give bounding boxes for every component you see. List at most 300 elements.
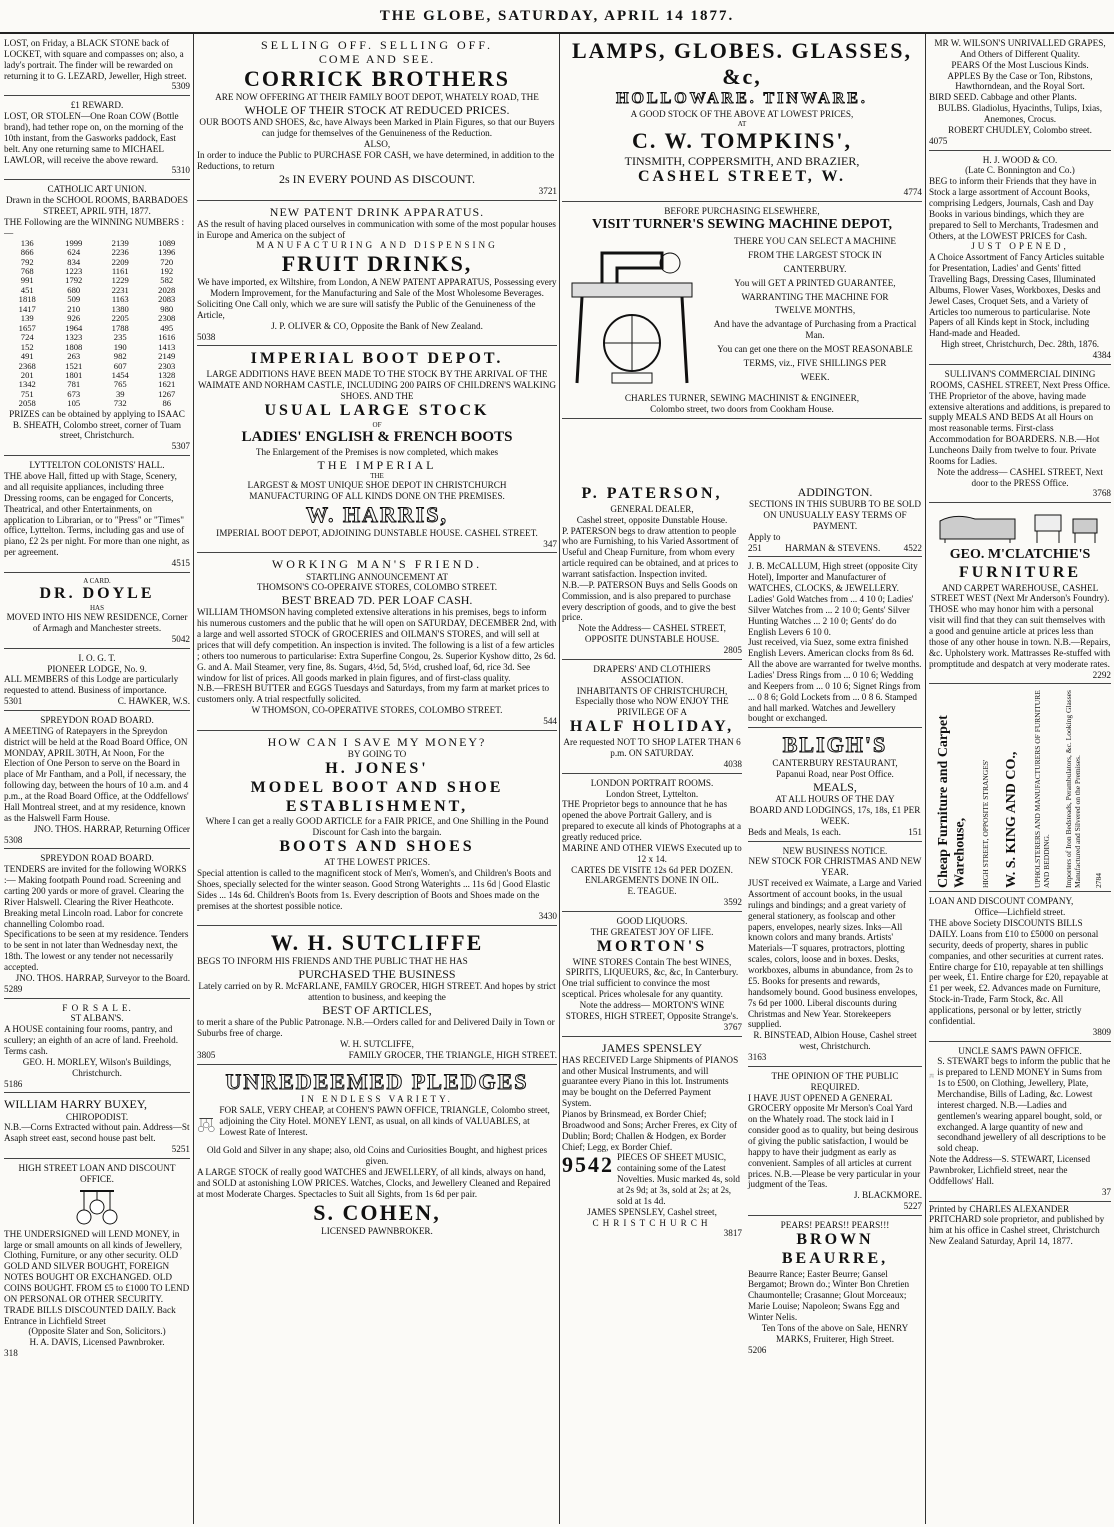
column-rule — [559, 34, 560, 1524]
ad-h-jones — [197, 733, 557, 926]
ad-label: A CARD. — [83, 576, 111, 585]
ad-colonists-hall — [4, 458, 190, 573]
ad-body: Ladies' Gold Watches from ... 4 10 0; Ladies' Silver Watches from ... 2 10 0; Gents' Silver Hunting Watches ... 2 10 0; Gents' do do English Levers 6 10 0. — [748, 594, 914, 637]
winning-number: 1792 — [65, 275, 83, 286]
ad-ref: 151 — [908, 826, 922, 837]
ad-body: INHABITANTS OF CHRISTCHURCH, Especially those who NOW ENJOY THE PRIVILEGE OF A — [575, 685, 729, 718]
ad-chiropodist — [4, 1095, 190, 1159]
ad-title: IMPERIAL BOOT DEPOT. — [250, 350, 504, 368]
ad-body: Beaurre Rance; Easter Beurre; Gansel Bergamot; Brown do.; Winter Bon Chretien Chaumontelle; Crasanne; Glout Morceaux; Marie Louise; Napoleon; Swans Egg and Winter Nelis. — [748, 1268, 910, 1323]
ad-sub: MANUFACTURING AND DISPENSING — [256, 240, 498, 251]
column-2 — [197, 36, 557, 1524]
winning-number: 509 — [67, 294, 81, 305]
ad-name: MORTON'S — [596, 937, 708, 955]
ad-headline: 2s IN EVERY POUND AS DISCOUNT. — [278, 171, 475, 186]
ad-body: FOR SALE, VERY CHEAP, at COHEN'S PAWN OFFICE, TRIANGLE, Colombo street, adjoining the City Hotel. MONEY LENT, as usual, on all kinds of VALUABLES, at Lowest Rate of Interest. — [219, 1105, 550, 1138]
winning-number: 724 — [20, 332, 34, 343]
sewing-line: WEEK. — [800, 371, 830, 382]
ad-sullivans — [929, 367, 1111, 503]
ad-title: Cheap Furniture and Carpet Warehouse, — [935, 715, 968, 889]
ad-body: AND CARPET WAREHOUSE, CASHEL STREET WEST (Next Mr Anderson's Foundry). — [930, 582, 1110, 604]
winning-number: 210 — [67, 303, 81, 314]
column-3 — [562, 36, 922, 1524]
ad-headline: BROWN BEAURRE, — [781, 1230, 889, 1267]
ad-title: JAMES SPENSLEY — [601, 1040, 703, 1055]
winning-number: 1328 — [158, 369, 176, 380]
ad-body: UPHOLSTERERS AND MANUFACTURERS OF FURNITURE AND BEDDING. — [1032, 690, 1051, 889]
ad-ref: 3768 — [1092, 488, 1111, 499]
ad-loan-discount — [929, 894, 1111, 1041]
ad-name: W. S. KING AND CO., — [1003, 751, 1019, 889]
winning-number: 136 — [20, 237, 34, 248]
ad-headline: FRUIT DRINKS, — [281, 251, 473, 277]
column-3-left — [562, 483, 742, 1244]
ad-sub: HOLLOWARE. TINWARE. — [616, 89, 868, 107]
ad-title: WILLIAM HARRY BUXEY, — [4, 1097, 147, 1112]
winning-number: 139 — [20, 313, 34, 324]
ad-body: ENLARGEMENTS DONE IN OIL. — [585, 875, 719, 886]
sewing-line: And have the advantage of Purchasing from a Practical Man. — [713, 319, 917, 341]
ad-ref: 3430 — [538, 911, 557, 922]
ad-body: TENDERS are invited for the following WORKS :— Making footpath Pound road. Screening and carting 200 yards or more of gravel. Clearing the River Halswell. Clearing the River Heathcote. Breaking metal Lincoln road. Labor for concrete channelling Colombo road. — [4, 864, 187, 929]
ad-headline: PURCHASED THE BUSINESS — [298, 967, 456, 982]
ad-ref: 4384 — [1092, 350, 1111, 361]
ad-title: NEW BUSINESS NOTICE. — [782, 845, 888, 856]
winning-number: 451 — [20, 284, 34, 295]
ad-ref: 2784 — [1094, 873, 1104, 889]
ad-title: I. O. G. T. — [78, 652, 116, 663]
ad-corrick-brothers — [197, 36, 557, 201]
winning-number: 982 — [113, 351, 127, 362]
ad-body: Are requested NOT TO SHOP LATER THAN 6 p.m. ON SATURDAY. — [563, 737, 741, 758]
ad-ref: 4515 — [171, 557, 190, 568]
ad-role: LICENSED PAWNBROKER. — [321, 1225, 433, 1236]
winning-number: 720 — [160, 256, 174, 267]
ad-headline: BEST OF ARTICLES, — [322, 1002, 432, 1017]
ad-ref: 3592 — [723, 897, 742, 908]
ad-apply: Apply to — [748, 531, 781, 542]
ad-title: DR. DOYLE — [39, 585, 155, 603]
ad-title: LYTTELTON COLONISTS' HALL. — [29, 460, 165, 471]
ad-footer: Ten Tons of the above on Sale, HENRY MARKS, Fruiterer, High Street. — [761, 1322, 909, 1344]
ad-body: P. PATERSON begs to draw attention to people who are Furnishing, to his Varied Assortment of Useful and Cheap Furniture, from whom every article required can be obtained, and at prices to warrant satisfaction. Inspection invited. — [562, 525, 739, 580]
ad-body: LOST, OR STOLEN—One Roan COW (Bottle brand), had tether rope on, on the morning of the 10th instant, from the Gasworks paddock, East belt. Any one returning same to MICHAEL LAWLOR, will receive the above reward. — [4, 111, 184, 165]
ad-body: BIRD SEED. Cabbage and other Plants. — [929, 92, 1077, 103]
winning-number: 991 — [20, 275, 34, 286]
ad-name: C. W. TOMPKINS', — [631, 127, 853, 153]
ad-body: We have imported, ex Wiltshire, from London, A NEW PATENT APPARATUS, Possessing every Modern Improvement, for the Manufacturing and Sale of the Most Wholesome Beverages. — [197, 277, 557, 299]
ad-sub: PIONEER LODGE, No. 9. — [47, 663, 147, 674]
ad-body: S. STEWART begs to inform the public that he is prepared to LEND MONEY in Sums from 1s to £500, on Clothing, Jewellery, Plate, Merchandise, Bills of Lading, &c. Lowest interest charged. N.B.—Ladies and gentlemen's wearing apparel bought, sold, or exchanged. A large quantity of new and secondhand jewellery of all descriptions to be sold cheap. — [937, 1056, 1111, 1154]
ad-addr: Papanui Road, near Post Office. — [776, 769, 894, 780]
ad-sub: COME AND SEE. — [318, 52, 436, 67]
ad-body: WILLIAM THOMSON having completed extensive alterations in his premises, begs to inform his numerous customers and the public that he will open on SATURDAY, DECEMBER 2nd, with a large and well assorted STOCK of GROCERIES and OILMAN'S STORES, and will sell at prices that will defy competition. An inspection is invited. The following is a list of a few articles ; others too numerous to particularise: Extra Superfine Congou, 2s. Superior Kyshow ditto, 2s 6d. G. and A. Mail Steamer, very fine, 8s. Sugars, 4½d, 5d, 5½d, crushed loaf, 6d, rice 3d. See window for list of prices. All goods marked in plain figures, and of first-class quality. — [197, 607, 557, 683]
winning-number: 1229 — [111, 275, 129, 286]
ad-footer: (Opposite Slater and Son, Solicitors.) — [28, 1326, 166, 1337]
ad-sub: Office—Lichfield street. — [974, 907, 1066, 918]
ad-sign: H. A. DAVIS, Licensed Pawnbroker. — [29, 1337, 165, 1348]
winning-number: 866 — [20, 247, 34, 258]
ad-body: Lately carried on by R. McFARLANE, FAMILY GROCER, HIGH STREET. And hopes by strict attention to business, and keeping the — [198, 981, 556, 1003]
ad-road-board-1 — [4, 713, 190, 849]
winning-number: 1808 — [65, 341, 83, 352]
ad-body: THE Following are the WINNING NUMBERS :— — [4, 216, 184, 238]
ad-ref: 5289 — [4, 983, 23, 994]
ad-body: CARTES DE VISITE 12s 6d PER DOZEN. — [571, 864, 733, 875]
ad-name: H. JONES' — [325, 759, 429, 777]
ad-loan-office — [4, 1161, 190, 1362]
ad-ref: 3767 — [723, 1021, 742, 1032]
winning-number: 768 — [20, 265, 34, 276]
ad-body: AS the result of having placed ourselves in communication with some of the most popular houses in Europe and America on the subject of — [197, 218, 557, 240]
ad-ws-king — [929, 686, 1111, 892]
ad-title: DRAPERS' AND CLOTHIERS ASSOCIATION. — [593, 663, 711, 685]
ad-body: I HAVE JUST OPENED A GENERAL GROCERY opposite Mr Merson's Coal Yard on the Whately road. The stock laid in I consider good as to quality, but being desirous of giving the public satisfaction, I would be happy to have their judgment as early as convenient. Samples of all articles at current prices. N.B.—Please be very particular in your judgment of the Teas. — [748, 1092, 921, 1190]
ad-addr: Note the Address— CASHEL STREET, OPPOSITE DUNSTABLE HOUSE. — [578, 623, 726, 645]
ad-body: SECTIONS IN THIS SUBURB TO BE SOLD ON UNUSUALLY EASY TERMS OF PAYMENT. — [748, 499, 922, 531]
ad-sign: E. TEAGUE. — [627, 886, 677, 897]
winning-number: 190 — [113, 341, 127, 352]
ad-body: AT ALL HOURS OF THE DAY — [775, 794, 895, 805]
ad-ref: 5186 — [4, 1078, 23, 1089]
ad-ref: 37 — [1101, 1186, 1111, 1197]
ad-sub: CHIROPODIST. — [65, 1111, 129, 1122]
ad-ref: 5301 — [4, 696, 23, 707]
winning-number: 1621 — [158, 379, 176, 390]
ad-ref: 5310 — [171, 165, 190, 176]
ad-ref: 3721 — [538, 185, 557, 196]
winning-number: 152 — [20, 341, 34, 352]
ad-ref: 4522 — [903, 542, 922, 553]
winning-number: 2028 — [158, 284, 176, 295]
ad-body: MR W. WILSON'S UNRIVALLED GRAPES, And Others of Different Quality. — [934, 38, 1106, 59]
ad-mccallum — [748, 559, 922, 728]
ad-ref: 251 — [748, 542, 762, 553]
ad-ref: 318 — [4, 1348, 18, 1359]
winning-number: 624 — [67, 247, 81, 258]
ad-ref: 4774 — [903, 186, 922, 197]
sewing-line: You can get one there on the MOST REASONABLE — [717, 343, 913, 354]
ad-headline: MEALS, — [813, 780, 857, 795]
ad-trade: TINSMITH, COPPERSMITH, AND BRAZIER, — [624, 153, 860, 168]
winning-number: 1396 — [158, 247, 176, 258]
ad-body: THOSE who may honor him with a personal visit will find that they can suit themselves with a good and genuine article at prices less than those of any other house in town. N.B.—Repairs, &c. Upholstery work. Mattrasses Re-stuffed with promptitude and despatch at very moderate rates. — [929, 604, 1111, 669]
ad-headline: HALF HOLIDAY, — [569, 718, 735, 736]
winning-number: 834 — [67, 256, 81, 267]
ad-body: OUR BOOTS AND SHOES, &c, have Always been Marked in Plain Figures, so that our Buyers can judge for themselves of the Genuineness of the Reduction. — [199, 117, 555, 139]
ad-ref: 3817 — [723, 1228, 742, 1239]
ad-headline: THE IMPERIAL — [317, 457, 437, 472]
ad-pioneer-lodge — [4, 651, 190, 711]
ad-ref: 5251 — [171, 1144, 190, 1155]
ad-bligh-restaurant — [748, 730, 922, 841]
ad-addington — [748, 483, 922, 557]
ad-body: WINE STORES Contain The best WINES, SPIRITS, LIQUEURS, &c, &c, In Canterbury. — [565, 956, 739, 978]
ad-has: HAS — [89, 603, 104, 612]
ad-addr: Colombo street, two doors from Cookham House. — [650, 403, 834, 414]
ad-ref: 2805 — [723, 645, 742, 656]
ad-ref: 5307 — [171, 441, 190, 452]
ad-body: N.B.—P. PATERSON Buys and Sells Goods on Commission, and is also prepared to purchase every description of goods, and to give the best price. — [562, 579, 738, 623]
ad-sub: THE GREATEST JOY OF LIFE. — [590, 926, 714, 937]
ad-sign: W THOMSON, CO-OPERATIVE STORES, COLOMBO STREET. — [251, 705, 503, 716]
ad-paterson — [562, 483, 742, 660]
ad-sign: CHARLES TURNER, SEWING MACHINIST & ENGINEER, — [624, 393, 860, 404]
ad-wilson-grapes — [929, 36, 1111, 151]
ad-working-mans-friend — [197, 555, 557, 730]
imprint: Printed by CHARLES ALEXANDER PRITCHARD sole proprietor, and published by him at his office in Cashel street, Christchurch New Zealand Saturday, April 14, 1877. — [929, 1203, 1105, 1247]
winning-number: 2083 — [158, 294, 176, 305]
ad-sub: London Street, Lyttelton. — [605, 788, 699, 799]
sewing-line: TWELVE MONTHS, — [774, 305, 856, 316]
ad-title: ADDINGTON. — [797, 485, 873, 499]
winning-number: 1964 — [65, 322, 83, 333]
ad-body: to merit a share of the Public Patronage. N.B.—Orders called for and Delivered Daily in Town or Suburbs free of charge. — [197, 1017, 555, 1038]
winning-number: 926 — [67, 313, 81, 324]
ad-sub: IN ENDLESS VARIETY. — [301, 1094, 453, 1105]
ad-sign: JNO. THOS. HARRAP, Returning Officer — [33, 823, 190, 834]
ad-road-board-2 — [4, 851, 190, 998]
winning-number: 2139 — [111, 237, 129, 248]
ad-body: HAS RECEIVED Large Shipments of PIANOS and other Musical Instruments, and will guarantee every Piano in this lot. Instruments may be bought on the Deferred Payment System. — [562, 1054, 739, 1109]
ad-uncle-sam — [929, 1044, 1111, 1202]
column-1 — [4, 36, 190, 1524]
ad-card — [4, 575, 190, 649]
ad-headline: FURNITURE — [958, 563, 1082, 581]
ad-body: Soliciting One Call only, which we are sure will satisfy the Public of the Genuineness of the Article, — [197, 299, 536, 320]
ad-the: THE — [370, 471, 384, 480]
winning-number: 1454 — [111, 369, 129, 380]
ad-body: MANUFACTURING OF ALL KINDS DONE ON THE PREMISES. — [249, 490, 505, 501]
ad-sign: JNO. THOS. HARRAP, Surveyor to the Board. — [15, 972, 190, 983]
winning-number: 86 — [162, 398, 172, 409]
ad-body: A GOOD STOCK OF THE ABOVE AT LOWEST PRICES, — [630, 108, 854, 119]
ad-sign: W. H. SUTCLIFFE, — [340, 1038, 414, 1049]
ad-title: P. PATERSON, — [581, 485, 723, 502]
ad-portrait-rooms — [562, 776, 742, 912]
ad-street: CASHEL STREET, W. — [637, 168, 847, 185]
ad-body: Specifications to be seen at my residence. Tenders to be sent in not later than Wednesday next, the 18th. The lowest or any tender not necessarily accepted. — [4, 929, 189, 972]
ad-ref: 3809 — [1092, 1026, 1111, 1037]
winning-number: 1089 — [158, 237, 176, 248]
ad-title: GEO. M'CLATCHIE'S — [949, 547, 1091, 563]
ad-body: THE Proprietor begs to announce that he has opened the above Portrait Gallery, and is prepared to execute all kinds of Photographs at a greatly reduced price. — [562, 799, 742, 842]
ad-body: JUST received ex Waimate, a Large and Varied Assortment of account books, in the usual rulings and bindings; and a great variety of general stationery, as foolscap and other papers, envelopes, nearly sizes. Inks—All known colors and many brands. Artists' Materials—T squares, protractors, plotting scales, colors, loose and in boxes. Desks, workboxes, albums in abundance, from 2s to £5. Books for presents and rewards, handsomely bound. Good business envelopes, 7s 6d per 1000. Liberal discounts during Christmas and New Year. Storekeepers supplied. — [748, 878, 922, 1030]
winning-number: 2205 — [111, 313, 129, 324]
winning-number: 491 — [20, 351, 34, 362]
ad-ref: 544 — [543, 715, 557, 726]
ad-body: ALL MEMBERS of this Lodge are particularly requested to attend. Business of importance. — [4, 674, 179, 696]
ad-addr: IMPERIAL BOOT DEPOT, ADJOINING DUNSTABLE HOUSE. CASHEL STREET. — [216, 527, 538, 538]
winning-numbers-table — [4, 239, 190, 409]
ad-sub: THOMSON'S CO-OPERAIVE STORES, COLOMBO STREET. — [256, 582, 498, 593]
ad-body: N.B.—FRESH BUTTER and EGGS Tuesdays and Saturdays, from my farm at market prices to customers only. A trial respectfully solicited. — [197, 683, 550, 705]
column-rule — [193, 34, 194, 1524]
winning-number: 751 — [20, 388, 34, 399]
ad-sign: JAMES SPENSLEY, Cashel street, — [587, 1206, 717, 1217]
ad-body: A Choice Assortment of Fancy Articles suitable for Presentation, Ladies' and Gents' fitted Travelling Bags, Dressing Cases, Illuminated Albums, Flower Vases, Workboxes, Desks and Jewel Cases, Croquet Sets, and a Variety of Articles too numerous to particularise. Note Papers of all Kinds kept in Stock, including Hand-made and Headed. — [929, 252, 1105, 339]
winning-number: 1380 — [111, 303, 129, 314]
ad-ref: 5308 — [4, 834, 23, 845]
ad-body: BEG to inform their Friends that they have in Stock a large assortment of Account Books, comprising Ledgers, Journals, Cash and Day Books in various bindings, which they are prepared to Sell to Merchants, Tradesmen and Others, at the LOWEST PRICES for Cash. — [929, 176, 1099, 241]
ad-lost-locket — [4, 36, 190, 96]
ad-title: GOOD LIQUORS. — [616, 915, 688, 926]
ad-title: HIGH STREET LOAN AND DISCOUNT OFFICE. — [18, 1163, 176, 1184]
ad-ref: 4038 — [723, 758, 742, 769]
ad-title: NEW PATENT DRINK APPARATUS. — [269, 204, 485, 219]
ad-title: LONDON PORTRAIT ROOMS. — [590, 777, 714, 788]
ad-sub: BY GOING TO — [347, 749, 407, 759]
ad-body: Special attention is called to the magnificent stock of Men's, Women's, and Children's Boots and Shoes, specially selected for the winter season. Good Strong Waterights ... 11s 6d | Good Elastic Sides ... 14s 6d. Children's Boots from 1s. Every description of Boots and Shoes made on the premises at the shortest possible notice. — [197, 867, 552, 911]
winning-number: 2368 — [18, 360, 36, 371]
ad-sub: CANTERBURY RESTAURANT, — [772, 758, 898, 769]
ad-sub: HIGH STREET, OPPOSITE STRANGES' — [980, 760, 990, 889]
ad-body: LARGE ADDITIONS HAVE BEEN MADE TO THE STOCK BY THE ARRIVAL OF THE WAIMATE AND NORHAM CASTLE, INCLUDING 200 PAIRS OF CHILDREN'S WALKING SHOES. AND THE — [198, 369, 556, 402]
ad-title: CORRICK BROTHERS — [243, 66, 511, 92]
ad-title: BLIGH'S — [782, 732, 888, 758]
winning-number: 2209 — [111, 256, 129, 267]
ad-sign: GEO. H. MORLEY, Wilson's Buildings, Christchurch. — [22, 1056, 172, 1078]
ad-body: Pianos by Brinsmead, ex Border Chief; Broadwood and Sons; Archer Freres, ex City of Dublin; Bord; Challen & Hodgen, ex Border Chief; Legg, ex Border Chief. — [562, 1109, 738, 1152]
ad-turner-sewing — [562, 204, 922, 419]
column-3-right — [748, 483, 922, 1360]
ad-body: N.B.—Corns Extracted without pain. Address—St Asaph street east, second house past belt. — [4, 1122, 190, 1144]
sewing-line: TERMS, viz., FIVE SHILLINGS PER — [743, 357, 887, 368]
winning-number: 1818 — [18, 294, 36, 305]
ad-body: Just received, via Suez, some extra finished English Levers. American clocks from 8s 6d. All the above are warranted for twelve months. Ladies' Dress Rings from ... 0 10 6; Wedding and Keepers from ... 0 10 6; Signet Rings from ... 0 8 6; Gold Lockets from ... 0 8 6. Stamped and hall marked. Watches and Jewellery bought or exchanged. — [748, 637, 922, 724]
ad-title: PEARS! PEARS!! PEARS!!! — [780, 1219, 890, 1230]
ad-name: W. HARRIS, — [305, 501, 449, 527]
ad-body: A HOUSE containing four rooms, pantry, and scullery; an eighth of an acre of land. Freehold. Terms cash. — [4, 1024, 178, 1056]
ad-sign: ROBERT CHUDLEY, Colombo street. — [948, 124, 1092, 135]
ad-body: THE Proprietor of the above, having made extensive alterations and additions, is prepared to supply MEALS AND BEDS At all Hours on most reasonable terms. First-class Accommodation for BOARDERS. N.B.—Hot Luncheons Daily from twelve to four. Private Rooms for Ladies. — [929, 390, 1111, 466]
winning-number: 1657 — [18, 322, 36, 333]
ad-sign: HARMAN & STEVENS. — [785, 542, 881, 553]
ad-ref: 3163 — [748, 1051, 767, 1062]
winning-number: 792 — [20, 256, 34, 267]
winning-number: 765 — [113, 379, 127, 390]
ad-sign: S. COHEN, — [313, 1199, 441, 1225]
ad-ref: 5227 — [903, 1201, 922, 1212]
ad-title: UNREDEEMED PLEDGES — [225, 1068, 529, 1094]
ad-mclatchie — [929, 505, 1111, 684]
ad-headline: LARGEST & MOST UNIQUE SHOE DEPOT IN CHRISTCHURCH — [247, 479, 507, 490]
winning-number: 1161 — [111, 265, 129, 276]
ad-body: BOARD AND LODGINGS, 17s, 18s, £1 PER WEEK. — [749, 805, 921, 826]
ad-addr: Note the address— CASHEL STREET, Next door to the PRESS Office. — [937, 466, 1103, 488]
ad-body: APPLES By the Case or Ton, Ribstons, Hawthorndean, and the Royal Sort. — [947, 70, 1093, 92]
winning-number: 1999 — [65, 237, 83, 248]
ad-body: J. B. McCALLUM, High street (opposite City Hotel), Importer and Manufacturer of WATCHES, CLOCKS, & JEWELLERY. — [748, 561, 918, 594]
winning-number: 1267 — [158, 388, 176, 399]
winning-number: 105 — [67, 398, 81, 409]
sewing-lines — [708, 233, 922, 393]
ad-city: CHRISTCHURCH — [592, 1217, 712, 1228]
ad-ref: 5309 — [171, 81, 190, 92]
ad-title: LOAN AND DISCOUNT COMPANY, — [929, 896, 1074, 907]
ad-sign: High street, Christchurch, Dec. 28th, 1876. — [940, 339, 1100, 350]
ad-addr: Note the address— MORTON'S WINE STORES, HIGH STREET, Opposite Strange's. — [565, 1000, 739, 1021]
winning-number: 673 — [67, 388, 81, 399]
pawn-balls-icon — [74, 1187, 120, 1227]
ad-sub: BEFORE PURCHASING ELSEWHERE, — [664, 205, 820, 216]
ad-body: THE above Society DISCOUNTS BILLS DAILY. Loans from £10 to £5000 on personal security, deeds of property, shares in public companies, and other securities at current rates. Entire charge for £10, repayable at ten shillings per week, £1. Entire charge for £20, repayable at £1 per week, £2. Advances made on Furniture, Stock-in-Trade, Farm Stock, &c. All applications, personal or by letter, strictly confidential. — [929, 918, 1109, 1026]
ad-headline: MODEL BOOT AND SHOE ESTABLISHMENT, — [250, 778, 504, 815]
ad-title: SULLIVAN'S COMMERCIAL DINING ROOMS, CASHEL STREET, Next Press Office. — [930, 368, 1110, 390]
ad-body: A LARGE STOCK of really good WATCHES and JEWELLERY, of all kinds, always on hand, and SOLD at astonishing LOW PRICES. Watches, Clocks, and Jewellery Cleaned and Repaired at most Moderate Charges. Spectacles to Suit all Sights, from 1s 6d per pair. — [197, 1167, 551, 1199]
pawn-balls-icon — [197, 1105, 215, 1145]
ad-ref: 4075 — [929, 135, 948, 146]
ad-art-union — [4, 182, 190, 456]
pawn-balls-icon — [929, 1056, 934, 1096]
winning-number: 680 — [67, 284, 81, 295]
ad-sign: R. BINSTEAD, Albion House, Cashel street west, Christchurch. — [753, 1030, 917, 1052]
ad-ref: 5206 — [748, 1344, 767, 1355]
sewing-line: THERE YOU CAN SELECT A MACHINE — [733, 236, 897, 247]
ad-body: Where I can get a really GOOD ARTICLE for a FAIR PRICE, and One Shilling in the Pound Discount for Cash into the bargain. — [205, 816, 549, 838]
ad-body: One trial sufficient to convince the most sceptical. Prices wholesale for any quantity. — [562, 978, 723, 1000]
ad-title: F O R S A L E. — [62, 1002, 132, 1013]
winning-number: 980 — [160, 303, 174, 314]
furniture-icon — [935, 509, 1105, 545]
winning-number: 1163 — [111, 294, 129, 305]
ad-new-business — [748, 844, 922, 1067]
ad-body: THE UNDERSIGNED will LEND MONEY, in large or small amounts on all kinds of Jewellery, Clothing, Furniture, or any other security. OLD GOLD AND SILVER BOUGHT, FOREIGN NOTES BOUGHT OR EXCHANGED. OLD COINS BOUGHT. FROM £5 to £1000 TO LEND ON PERSONAL OR OTHER SECURITY. TRADE BILLS DISCOUNTED DAILY. Back Entrance in Lichfield Street — [4, 1228, 190, 1326]
ad-ref: 3805 — [197, 1049, 216, 1060]
ad-sub: NEW STOCK FOR CHRISTMAS AND NEW YEAR. — [748, 856, 922, 878]
ad-footer: FAMILY GROCER, THE TRIANGLE, HIGH STREET. — [348, 1049, 557, 1060]
ad-ref: 5042 — [171, 633, 190, 644]
winning-number: 1223 — [65, 265, 83, 276]
winning-number: 582 — [160, 275, 174, 286]
winning-number: 192 — [160, 265, 174, 276]
ad-body: Old Gold and Silver in any shape; also, old Coins and Curiosities Bought, and highest prices given. — [206, 1145, 548, 1167]
masthead-title: THE GLOBE, SATURDAY, APRIL 14 1877. — [379, 7, 735, 24]
ad-sign: C. HAWKER, W.S. — [117, 696, 190, 707]
ad-body: BULBS. Gladiolus, Hyacinths, Tulips, Ixias, Anemones, Crocus. — [937, 103, 1103, 125]
ad-spensley — [562, 1039, 742, 1243]
ad-body: ALSO, — [363, 139, 391, 149]
ad-morton-wine — [562, 914, 742, 1037]
ad-title: W. H. SUTCLIFFE — [270, 930, 484, 956]
ad-title: LAMPS, GLOBES. GLASSES, &c, — [571, 38, 913, 89]
column-rule — [925, 34, 926, 1524]
ad-title: UNCLE SAM'S PAWN OFFICE. — [958, 1045, 1082, 1056]
ad-pears — [748, 1218, 922, 1358]
winning-number: 1323 — [65, 332, 83, 343]
ad-title: £1 REWARD. — [70, 100, 124, 111]
ad-tompkins — [562, 36, 922, 202]
winning-number: 732 — [113, 398, 127, 409]
ad-body: A MEETING of Ratepayers in the Spreydon district will be held at the Road Board Office, ON MONDAY, APRIL 30TH, At Noon, For the Election of One Person to serve on the Board in place of Mr Fantham, and a Poll, if necessary, the following day, between the hours of 10 a.m. and 4 p.m., at the Road Board Office, at the Oddfellows' Hall Montreal street, and at my residence, known as the Halswell Farm House. — [4, 725, 189, 823]
ad-body: THE above Hall, fitted up with Stage, Scenery, and all requisite appliances, including three Dressing rooms, can be engaged for Concerts, Theatrical, and other Entertainments, on application to Librarian, or to "Press" or "Times" office, Lyttelton. Terms, including gas and use of piano, £2 2s per night. For more than one night, as per agreement. — [4, 471, 190, 558]
ad-body: PEARS Of the Most Luscious Kinds. — [951, 59, 1089, 70]
sewing-line: You will GET A PRINTED GUARANTEE, — [734, 277, 896, 288]
ad-body: MARINE AND OTHER VIEWS Executed up to 12 x 14. — [562, 842, 742, 864]
ad-headline: LADIES' ENGLISH & FRENCH BOOTS — [241, 429, 513, 446]
winning-number: 495 — [160, 322, 174, 333]
winning-number: 235 — [113, 332, 127, 343]
winning-number: 1521 — [65, 360, 83, 371]
ad-body: ARE NOW OFFERING AT THEIR FAMILY BOOT DEPOT, WHATELY ROAD, THE — [215, 92, 539, 103]
sewing-line: WARRANTING THE MACHINE FOR — [741, 291, 889, 302]
winning-number: 2231 — [111, 284, 129, 295]
ad-number: 9542 — [562, 1152, 614, 1178]
ad-body: PIECES OF SHEET MUSIC, containing some of the Latest Novelties. Music marked 4s, sold at 2s 9d; at 3s, sold at 2s; at 2s, sold at 1s 4d. — [617, 1152, 740, 1206]
ad-header: SELLING OFF. SELLING OFF. — [260, 38, 494, 52]
ad-title: CATHOLIC ART UNION. — [47, 184, 147, 195]
ad-body: In order to induce the Public to PURCHASE FOR CASH, we have determined, in addition to the Reductions, to return — [197, 149, 555, 171]
